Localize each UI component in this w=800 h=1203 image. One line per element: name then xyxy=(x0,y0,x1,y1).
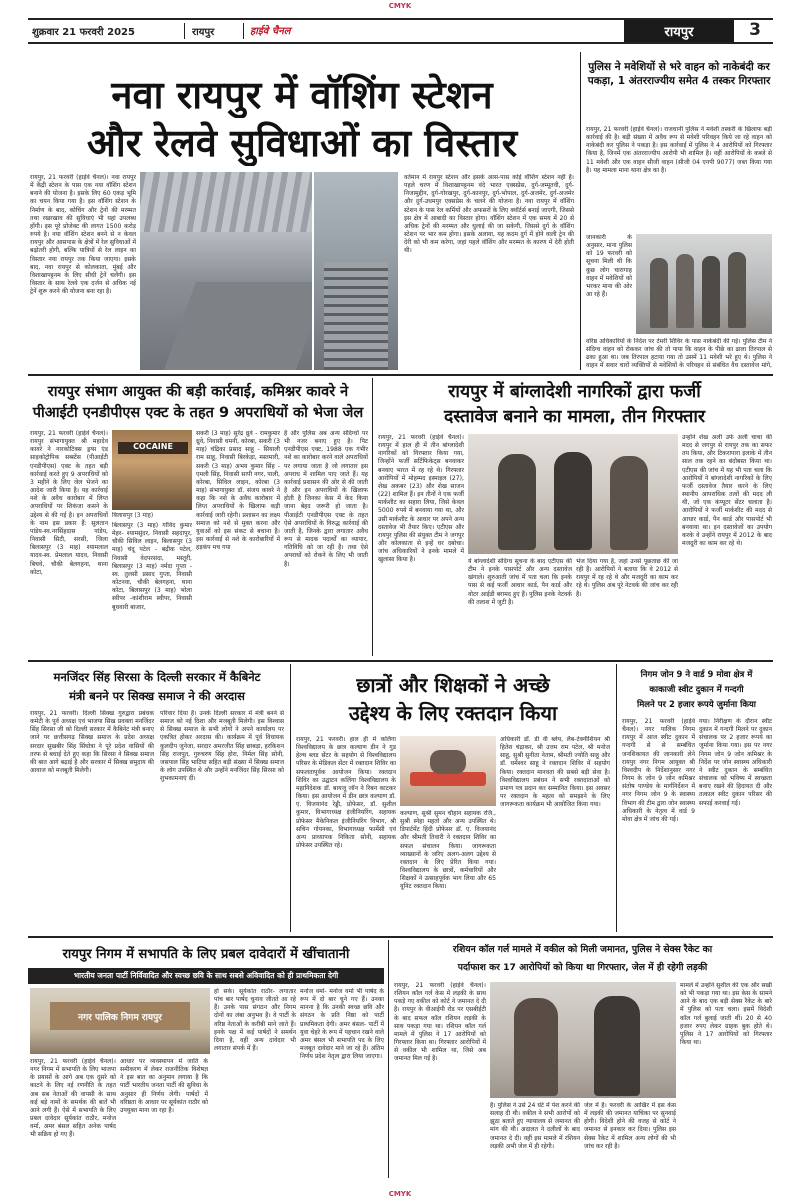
photo-person-4 xyxy=(728,252,746,328)
photo-callgirl-case xyxy=(490,982,676,1098)
article-pit-ndps-col1: रायपुर, 21 फरवरी (हाईवे चैनल)। रायपुर संभागायुक्त श्री महादेव कावरे ने नारकोटिक्स ड्रग्स एंड साइकोट्रोपिक सब्स्टेंस (पीआईटी एनडीपीएस) एक्ट के तहत बड़ी कार्रवाई करते हुए 9 अपराधियों को 3 महीने के लिए जेल भेजने का आदेश जारी किया है। यह कार्रवाई नशे के अवैध कारोबार में लिप्त अपराधियों पर शिकंजा कसने के उद्देश्य से की गई है। इन अपराधियों के नाम इस प्रकार हैं: सुलतान पांडेय-स्व.नरसिंहदास पांडेय, निवासी सिटी, सरसी, जिला बिलासपुर (3 माह) श्यामलाल यादव-स्व. प्रेमलाल यादव, निवासी बिचवे, चौकी बेलगहना, थाना कोटा, xyxy=(30,430,108,576)
article-cattle-p1: रायपुर, 21 फरवरी (हाईवे चैनल)। राजधानी पुलिस ने मवेशी तस्करी के खिलाफ बड़ी कार्रवाई की है। बड़ी संख्या में अवैध रूप से मवेशी परिवहन किये जा रहे वाहन को नाकेबंदी कर पुलिस ने पकड़ा है। इस कार्रवाई में पुलिस ने 4 आरोपियों को गिरफ्तार किया है, जिनमें एक अंतरराज्यीय आरोपी भी शामिल है। वहीं आरोपियों के कब्जे से 11 मवेशी और एक वाहन सीजी वाहन (सीजी 04 एनपी 9077) जब्त किया गया है। यह मामला माना थाना क्षेत्र का है। xyxy=(586,126,772,174)
masthead-brand-logo: हाईवे चैनल xyxy=(250,26,291,37)
article-callgirl-col3: जेल में है। फरवरी के आखिर में इस केस में लड़की की जमानत याचिका पर सुनवाई होगी। विदेशी होने की वजह से कोर्ट ने जमानत से इनकार कर दिया। पुलिस इस सेक्स रैकेट में शामिल अन्य लोगों की भी जांच कर रही है। xyxy=(584,1102,676,1150)
photo-person-a xyxy=(514,998,558,1096)
article-sabhapati-col1: रायपुर, 21 फरवरी (हाईवे चैनल)। नगर निगम में सभापति के लिए भाजपा के प्रयासों के आगे अब एक दूसरे को काटने के लिए नई रणनीति के तहत अब सब नेताओं की वापसी के साथ कई बड़े नामों के समर्थक की बातें भी आने लगी हैं। ऐसे में सभापति के लिए प्रबल दावेदार सूर्यकांत राठौर, मनोज वर्मा, अमर बंसल सहित अनेक पार्षद भी सक्रिय हो गए हैं। xyxy=(30,1058,116,1139)
article-washing-station-col3: वर्तमान में रायपुर स्टेशन और इसके आस-पास कोई वॉशिंग स्टेशन नहीं है। पहले चरण में विशाखापट्टनम वंदे भारत एक्सप्रेस, दुर्ग-जम्मूतवी, दुर्ग-निजामुद्दीन, दुर्ग-गोरखपुर, दुर्ग-कानपुर, दुर्ग-भोपाल, दुर्ग-अजमेर, दुर्ग-अजमेर और दुर्ग-उधमपुर एक्सप्रेस के चलने की योजना है। नवा रायपुर में वॉशिंग स्टेशन के पास रेल कर्मियों और अफसरों के लिए क्वॉर्टर्स बनाई जाएगी, जिससे इस क्षेत्र में आबादी का विस्तार होगा। वॉशिंग स्टेशन में एक समय में 20 से अधिक ट्रेनों की मरम्मत और धुलाई की जा सकेगी, जिससे दुर्ग के वॉशिंग स्टेशन पर भार कम होगा। इसके अलावा, यह कदम दुर्ग में होने वाली ट्रेन की देरी को भी कम करेगा, जहां पहले वॉशिंग और मरम्मत के कारण में देरी होती थी। xyxy=(404,174,574,255)
article-cattle-smuggling xyxy=(584,50,774,372)
article-sabhapati-col3: हो सके। सूर्यकांत राठौर- लगातार पांच बार पार्षद चुनाव जीतते आ रहे हैं। उनके पास संगठन और निगम दोनों का लंबा अनुभव है। वे पार्टी के वरिष्ठ नेताओं के करीबी माने जाते हैं। इनके पक्ष में कई पार्षदों ने समर्थन दिया है, वहीं अन्य दावेदार भी लगातार संपर्क में हैं। xyxy=(214,988,296,1053)
divider-row3-vertical-1 xyxy=(290,664,291,932)
headline-bangladeshi-l1: रायपुर में बांग्लादेशी नागरिकों द्वारा फर्जी xyxy=(448,382,701,402)
photo-nigam-sign: नगर पालिक निगम रायपुर xyxy=(78,1013,162,1023)
headline-blood-donation-l2: उद्देश्य के लिए रक्तदान किया xyxy=(348,701,558,725)
article-blood-donation-col3: अधिकारी डॉ. डी वी ब्लेय, लैब-टेक्नीशियन श्री हितेश चंद्राकर, श्री उत्तम राम पटेल, श्री मनोज साहू, सुश्री सुनीता नेताम, श्रीमती ज्योति साहू और डॉ. धर्मेश्वर साहू ने रक्तदान शिविर में सहयोग किया। रक्तदान मानवता की सबसे बड़ी सेवा है। विश्वविद्यालय प्रबंधन ने सभी रक्तदाताओं को प्रमाण पत्र प्रदान कर सम्मानित किया। इस अवसर पर रक्तदान के महत्व को समझाने के लिए जागरूकता कार्यक्रम भी आयोजित किया गया। xyxy=(500,736,610,809)
article-blood-donation-col2: कल्याण, सुश्री सुमन चौहान सहायक रजि., सुश्री स्नेहा महतो और अन्य उपस्थित थे। डिपार्टमेंट हिंदी प्रोफेसर डॉ. ए. विजयानंद और श्रीमती तिवारी ने रक्तदान शिविर का सफल संचालन किया। जागरूकता व्याख्यानों के जरिए अलग-अलग उद्देश्य से रक्तदान के लिए प्रेरित किया गया। विश्वविद्यालय के छात्रों, कर्मचारियों और शिक्षकों ने उत्साहपूर्वक भाग लिया और 65 यूनिट रक्तदान किया। xyxy=(400,810,496,891)
divider-row3 xyxy=(28,936,773,938)
headline-sweet-shop-l2: काकाजी स्वीट दुकान में गन्दगी xyxy=(649,685,744,695)
photo-nagar-nigam-building xyxy=(30,988,210,1054)
divider-top-vertical xyxy=(580,52,581,370)
article-russian-callgirl xyxy=(392,940,773,1180)
subhead-bar-sabhapati xyxy=(28,968,384,984)
divider-row3-vertical-2 xyxy=(616,664,617,932)
masthead-city: रायपुर xyxy=(192,27,215,38)
article-cattle-p2: जानकारी के अनुसार, माना पुलिस को 19 फरवरी को सूचना मिली थी कि कुछ लोग चारागाह वाहन में मवेशियों को भरकर माना की ओर आ रहे हैं। xyxy=(586,234,632,299)
headline-blood-donation-l1: छात्रों और शिक्षकों ने अच्छे xyxy=(356,673,550,697)
headline-cattle-smuggling: पुलिस ने मवेशियों से भरे वाहन को नाकेबंदी कर पकड़ा, 1 अंतरराज्यीय समेत 4 तस्कर गिरफ्तार xyxy=(587,61,771,87)
headline-sirsa-l1: मनजिंदर सिंह सिरसा के दिल्ली सरकार में कैबिनेट xyxy=(53,670,261,684)
article-bangladeshi-fake-docs xyxy=(376,378,773,658)
headline-washing-station-l2: और रेलवे सुविधाओं का विस्तार xyxy=(86,121,518,165)
article-pit-ndps-col2: बिलासपुर (3 माह) गोविंद कुमार मेहर- श्यामसुंदर, निवासी सहदापुर, चौकी सिविल लाइन, बिलासपुर (3 माह) चंदू पटेल - बद्रीक पटेल, निवासी वेदपरसदा, मस्तूरी, बिलासपुर (3 माह) नर्मदा गुप्ता - स्व. तुलसी प्रसाद गुप्ता, निवासी कोटनवा, चौकी बेलगहना, थाना कोटा, बिलासपुर (3 माह) भोला स्वीपर -कांशीराम स्वीपर, निवासी बुधवारी बाजार, xyxy=(112,522,192,611)
masthead-date: शुक्रवार 21 फरवरी 2025 xyxy=(32,27,135,38)
photo-cocaine-text: COCAINE xyxy=(118,442,188,454)
photo-blood-donation xyxy=(400,736,496,806)
article-sweet-shop-col2: गया। निरीक्षण के दौरान स्वीट दुकान में गन्दगी मिलने पर दुकान संचालक पर 2 हजार रूपये का जुर्माना किया गया। इस पर नगर निगम जोन 9 जोन कमिश्नर के निर्देश पर जोन स्वास्थ्य अधिकारी ने स्वीट दुकान के सम्बंधित संचालक को भविष्य में स्वच्छता बनाए रखने की हिदायत दी और तत्काल स्वीट दुकान परिसर की सफाई करवाई गई। xyxy=(699,718,772,807)
photo-accused-2 xyxy=(554,452,592,550)
photo-arrested-accused xyxy=(636,234,772,334)
article-pit-ndps-col4: है और पुलिस अब अन्य संदिग्धों पर भी नजर बनाए हुए है। पिट एनडीपीएस एक्ट, 1988 एक गंभीर नशे का कारोबार करने वाले अपराधियों पर लगाया जाता है जो लगातार इस अपराध में शामिल पाए जाते हैं। यह कार्रवाई प्रशासन की ओर से की जाती है और इन अपराधियों के खिलाफ होती है जिनका केस में केद किया जाना बेहद जरूरी हो जाता है। पीआईटी एनडीपीएस एक्ट के तहत ऐसे अपराधियों के विरुद्ध कार्रवाई की जाती है, जिनके द्वारा लगातार अवैध रूप से मादक पदार्थों का व्यापार, गतिविधि को जा रही है। तथा ऐसे अपराधों को रोकने के लिए भी जाती है। xyxy=(284,430,368,568)
article-sirsa-col1: रायपुर, 21 फरवरी। दिल्ली सिक्ख गुरुद्वारा प्रबंधक कमेटी के पूर्व अध्यक्ष एवं भाजपा सिख प्रवक्ता मनजिंदर सिंह सिरसा जी को दिल्ली सरकार में कैबिनेट मंत्री बनाए जाने पर छत्तीसगढ़ सिक्ख समाज के प्रदेश अध्यक्ष सरदार सुखबीर सिंह सिंघोत्रा ने पूरे प्रदेश वासियों की तरफ से बधाई देते हुए कहा कि सिरसा ने सिक्ख समाज की बात आगे बढ़ाई है और सरकार में सिक्ख समुदाय की आवाज को मजबूती मिलेगी। xyxy=(30,710,154,775)
article-blood-donation xyxy=(294,664,612,934)
headline-sweet-shop-l3: मिलने पर 2 हजार रूपये जुर्माना किया xyxy=(637,700,756,710)
photo-commissioner-caption: बिलासपुर (3 माह) xyxy=(112,512,154,519)
article-pit-ndps-col3: सकरी (3 माह) सुरेंद्र ध्रुवे - रामकुमार ध्रुवे, निवासी धमनी, कोरबा, सकरी (3 माह) चंद्रिका प्रसाद साहू - सियाली राम साहू, निवासी बिरकेड़ा, मस्तमारी, सकरी (3 माह) अभय कुमार सिंह - एमली सिंह, निवासी सापी नगर, पाली, कोरबा, सिविल लाइन, कोरबा (3 माह) संभागायुक्त डॉ. संजय कावरे ने कहा कि नशे के अवैध कारोबार में लिप्त अपराधियों के खिलाफ कड़ी कार्रवाई जारी रहेगी। प्रशासन का लक्ष्य समाज को नशे से मुक्त करना और युवाओं को इस संकट से बचाना है। इस कार्रवाई से नशे के कारोबारियों में हड़कंप मच गया xyxy=(196,430,280,552)
divider-row2 xyxy=(28,660,773,662)
article-callgirl-col2: है। पुलिस ने उसे 24 घंटे में पेश करने की सलाह दी थी। वकील ने सभी आरोपों को झूठा बताते हुए न्यायालय से जमानत की मांग की थी। अदालत ने दलीलों के बाद जमानत दे दी। वहीं इस मामले में रशियन लड़की अभी जेल में ही रहेगी। xyxy=(490,1102,580,1150)
article-bangladeshi-caption: भेज दिया गया है, जहां उनसे पूछताछ की जा रही है। आरोपियों ने बताया कि वे 2012 से रायपुर में रह रहे थे और मजदूरी का काम कर रहे थे। पुलिस अब पूरे नेटवर्क की जांच कर रही है। xyxy=(576,558,678,598)
divider-row1 xyxy=(28,374,773,376)
headline-bangladeshi-l2: दस्तावेज बनाने का मामला, तीन गिरफ्तार xyxy=(443,407,706,427)
article-bangladeshi-col3: उन्होंने शेख अली उर्फ अली चाचा की मदद से जगपुर से रायपुर तक का सफर तय किया, और टिकरापारा इलाके में तीन साल तक रहने का बंदोबस्त किया था। एटीएस की जांच में यह भी पता चला कि आरोपियों ने बांग्लादेशी नागरिकों के लिए फर्जी दस्तावेज तैयार करने के लिए स्थानीय आपराधिक तत्वों की मदद ली थी, जो एक कंप्यूटर सेंटर चलाता है। आरोपियों ने फर्जी मार्कशीट की मदद से आधार कार्ड, पैन कार्ड और पासपोर्ट भी बनवाया था। इन दस्तावेजों का उपयोग करके वे उन्होंने रायपुर में 2012 के बाद मजदूरी का काम कर रहे थे। xyxy=(682,434,772,548)
article-bangladeshi-col1: रायपुर, 21 फरवरी (हाईवे चैनल)। रायपुर में हाल ही में तीन बांग्लादेशी नागरिकों को गिरफ्तार किया गया, जिन्होंने फर्जी सर्टिफिकेट्स बनवाकर बनवाए भारत में रह रहे थे। गिरफ्तार आरोपियों में मोहम्मद इस्माइल (27), शेख अकबर (23) और शेख साजन (22) शामिल हैं। इन तीनों ने एक फर्जी मार्कशीट का सहारा लिया, जिसे केवल 5000 रुपये में बनवाया गया था, और उसी मार्कशीट के आधार पर अपने अन्य दस्तावेज भी तैयार किए। एटीएस और रायपुर पुलिस की संयुक्त टीम ने जगपुर और कोलकाता से इन्हें धर दबोचा। जांच अधिकारियों ने इनके मामले में खुलासा किया है। xyxy=(378,434,464,564)
photo-person-3 xyxy=(702,256,720,328)
masthead-divider-1 xyxy=(184,23,185,39)
article-sirsa-cabinet xyxy=(28,664,286,934)
headline-washing-station-l1: नवा रायपुर में वॉशिंग स्टेशन xyxy=(111,73,493,117)
photo-railway-station xyxy=(140,172,312,370)
article-washing-station xyxy=(28,50,576,372)
headline-callgirl-l2: पर्दाफाश कर 17 आरोपियों को किया था गिरफ्तार, जेल में ही रहेगी लड़की xyxy=(457,962,708,973)
photo-person-1 xyxy=(650,258,668,328)
article-sabhapati-col2: आधार पर व्यवस्थापन में जाति के समीकरण में लेकर राजनीतिक विशेषज्ञ ने इस बात का अनुमान लगाया है कि पार्टी भारतीय जनता पार्टी की सुविधा के अनुसार ही निर्णय लेगी। पार्षदों में वरिष्ठता के आधार पर सूर्यकांत राठौर को उपयुक्त माना जा रहा है। xyxy=(120,1058,208,1114)
headline-sabhapati: रायपुर निगम में सभापति के लिए प्रबल दावेदारों में खींचातानी xyxy=(62,947,350,962)
headline-pit-ndps-l1: रायपुर संभाग आयुक्त की बड़ी कार्रवाई, कमिश्नर कावरे ने xyxy=(47,384,349,400)
subhead-sabhapati: भारतीय जनता पार्टी निर्विवादित और स्वच्छ छवि के साथ सबसे अविवादित को ही प्राथमिकता देगी xyxy=(73,971,339,980)
photo-accused-1 xyxy=(498,454,536,550)
article-sirsa-col2: परिवार दिया है। उनके दिल्ली सरकार में मंत्री बनने से समाज को नई दिशा और मजबूती मिलेगी। इस विश्वास से सिक्ख समाज के सभी लोगों ने अपने कार्यालय पर एकत्रित होकर अरदास की। कार्यक्रम में पूर्व विधायक कुलदीप जुनेजा, सरदार अमरजीत सिंह छाबड़ा, हरकिशन सिंह राजपूत, गुरुचरण सिंह होरा, निर्मल सिंह सोनी, जसपाल सिंह भाटिया सहित बड़ी संख्या में सिक्ख समाज के लोग उपस्थित थे और उन्होंने मनजिंदर सिंह सिरसा को शुभकामनाएं दीं। xyxy=(160,710,284,783)
article-callgirl-col4: मामले में उन्होंने सुशील की एक और सखी को भी पकड़ा गया था। इस केस के सामने आने के बाद एक बड़ी सेक्स रैकेट के बारे में पुलिस को पता चला। इसमें विदेशी कॉल गर्ल बुलाई जाती थीं। 20 से 40 हजार रुपए लेकर ग्राहक बुक होते थे। पुलिस ने 17 आरोपियों को गिरफ्तार किया था। xyxy=(680,982,772,1047)
cmyk-top-mark: CMYK xyxy=(388,2,412,10)
divider-row2-vertical xyxy=(372,378,373,656)
article-bangladeshi-col2: ये बांग्लादेशी संदिग्ध सूचना के बाद एटीएस की टीम ने इनके पासपोर्ट और अन्य दस्तावेज खंगाले। शुरुआती जांच में पता चला कि इनके पास से कई फर्जी आधार कार्ड, पैन कार्ड और वोटर आईडी बरामद हुए हैं। पुलिस इनके नेटवर्क की तलाश में जुटी है। xyxy=(468,558,572,606)
headline-sirsa-l2: मंत्री बनने पर सिक्ख समाज ने की अरदास xyxy=(69,689,245,703)
masthead-section: रायपुर xyxy=(664,25,694,40)
photo-accused-3 xyxy=(610,456,648,550)
photo-commissioner xyxy=(112,430,192,510)
article-blood-donation-col1: रायपुर, 21 फरवरी। हाल ही में कलिंगा विश्वविद्यालय के छात्र कल्याण डीन ने गुड हेल्थ ब्लड सेंटर के सहयोग से विश्वविद्यालय परिसर के मेडिकल सेंटर में रक्तदान शिविर का सफलतापूर्वक आयोजन किया। रक्तदान शिविर का उद्घाटन कलिंगा विश्वविद्यालय के महानिदेशक डॉ. बायजू जॉन ने रिबन काटकर किया। इस आयोजन में डीन छात्र कल्याण डॉ. ए. विजयानंद रेड्डी, प्रोफेसर, डॉ. सुशील कुमार, विभागाध्यक्ष इंजीनियरिंग, सहायक प्रोफेसर मैकेनिकल इंजीनियरिंग विभाग, श्री सचिन गोयनका, विभागाध्यक्ष फार्मेसी एवं अन्य प्राध्यापक निकिता सोनी, सहायक प्रोफेसर उपस्थित रहे। xyxy=(296,736,396,850)
article-sabhapati-col4: मनोज वर्मा- मनोज वर्मा भी पार्षद के रूप में दो बार चुने गए हैं। उनका मानना है कि उनकी स्वच्छ छवि और संगठन के प्रति निष्ठा को पार्टी प्राथमिकता देगी। अमर बंसल- पार्टी में युवा चेहरे के रूप में पहचान रखने वाले अमर बंसल भी सभापति पद के लिए मजबूत दावेदार माने जा रहे हैं। अंतिम निर्णय प्रदेश नेतृत्व द्वारा लिया जाएगा। xyxy=(300,988,384,1061)
article-pit-ndps xyxy=(28,378,368,658)
headline-pit-ndps-l2: पीआईटी एनडीपीएस एक्ट के तहत 9 अपराधियों को भेजा जेल xyxy=(32,405,364,421)
masthead-bar xyxy=(28,18,773,44)
photo-platform-tracks xyxy=(314,172,398,370)
photo-bangladeshi-accused xyxy=(468,434,678,554)
photo-donor-person xyxy=(430,750,466,774)
article-cattle-p3: वरिष्ठ अधिकारियों के निर्देश पर टेमरी शिविर के पास नाकेबंदी की गई। पुलिस टीम ने संदिग्ध वाहन को रोककर जांच की तो पाया कि वाहन के पीछे का ढाला तिरपाल से ढका हुआ था। जब तिरपाल हटाया गया तो उसमें 11 मवेशी भरे हुए थे। पुलिस ने वाहन में सवार चारों व्यक्तियों से मवेशियों के परिवहन से संबंधित वैध दस्तावेज मांगे, xyxy=(586,338,772,370)
headline-sweet-shop-l1: निगम जोन 9 ने वार्ड 9 मोवा क्षेत्र में xyxy=(640,670,753,680)
masthead-divider-2 xyxy=(243,23,244,39)
photo-person-2 xyxy=(676,254,694,328)
photo-person-b xyxy=(594,996,640,1096)
article-callgirl-col1: रायपुर, 21 फरवरी (हाईवे चैनल)। रशियन कॉल गर्ल केस में लड़की के साथ पकड़े गए वकील को कोर्ट ने जमानत दे दी है। रायपुर के वीआईपी रोड पर एसबीईटी के बाद सफल कॉल रशियन लड़की के साथ पकड़ा गया था। रशियन कॉल गर्ल मामले में पुलिस ने 17 आरोपियों को गिरफ्तार किया था। गिरफ्तार आरोपियों में से वकील भी शामिल था, जिसे अब जमानत मिल गई है। xyxy=(394,982,486,1063)
photo-track-shape xyxy=(324,262,388,370)
masthead-page-number: 3 xyxy=(749,20,761,40)
article-washing-station-col1: रायपुर, 21 फरवरी (हाईवे चैनल)। नवा रायपुर में केंद्री स्टेशन के पास एक नया वॉशिंग स्टेशन बनाने की योजना है। इसके लिए 60 एकड़ भूमि का चयन किया गया है। इस वॉशिंग स्टेशन के निर्माण के बाद, कोचिंग और ट्रेनों की मरम्मत तथा रखरखाव की सुविधाएं भी यहां उपलब्ध होंगी। इस पूरे प्रोजेक्ट की लागत 1500 करोड़ रुपये है। नया वॉशिंग स्टेशन बनने से न केवल रायपुर और आसपास के क्षेत्रों में रेल सुविधाओं में बढ़ोतरी होगी, बल्कि यात्रियों से रेल लाइन का विस्तार नया रायपुर तक किया जाएगा। इसके बाद, नवा रायपुर से कोलकाता, मुंबई और विशाखापट्टनम के लिए सीधी ट्रेनें चलेंगी। इस विस्तार के साथ रेलवे एक दर्जन से अधिक नई ट्रेनें शुरू करने की योजना बना रहा है। xyxy=(30,174,136,296)
headline-callgirl-l1: रशियन कॉल गर्ल मामले में वकील को मिली जमानत, पुलिस ने सेक्स रैकेट का xyxy=(452,944,713,955)
article-sweet-shop-col1: रायपुर, 21 फरवरी (हाईवे चैनल)। नगर पालिक निगम रायपुर में आज स्वीट दुकान में गन्दगी से से सम्बंधित जनशिकायत की जानकारी लेने रायपुर नगर निगम आयुक्त श्री विश्वदीप के निर्देशानुसार नगर निगम के जोन 9 जोन कमिश्नर संतोष पाण्डेय के मार्गनिर्देशन में नगर निगम जोन 9 के स्वास्थ्य विभाग की टीम द्वारा जोन स्वास्थ्य अधिकारी के नेतृत्व में वार्ड 9 मोवा क्षेत्र में जांच की गई। xyxy=(622,718,695,823)
article-sabhapati-contest xyxy=(28,940,384,1180)
cmyk-bottom-mark: CMYK xyxy=(388,1190,412,1198)
photo-platform-shape xyxy=(164,282,312,370)
masthead-section-box xyxy=(624,20,734,42)
photo-canopy-shape xyxy=(140,172,312,232)
divider-row4-vertical xyxy=(388,940,389,1178)
article-sweet-shop-fine xyxy=(620,664,773,934)
photo-donor-bed xyxy=(410,772,486,786)
